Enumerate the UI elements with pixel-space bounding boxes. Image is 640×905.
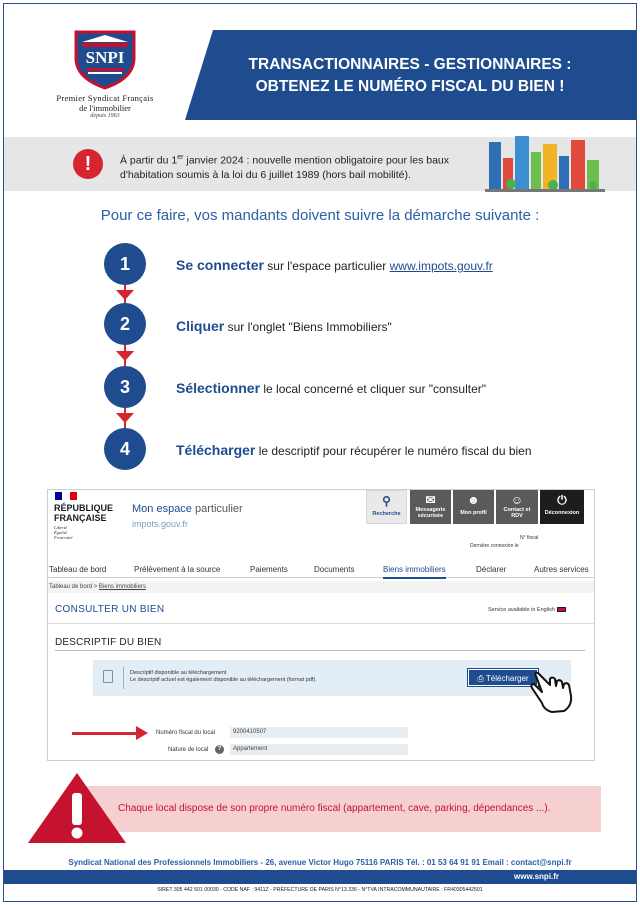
descriptif-heading: DESCRIPTIF DU BIEN [55,637,162,648]
alert-icon: ! [73,149,103,179]
step-4-text [176,442,532,458]
search-icon: ⚲ [382,494,391,508]
nav-autres-services[interactable]: Autres services [534,565,589,574]
pointer-arrow [72,732,138,735]
profile-label: Mon profil [460,510,487,516]
logo-line-1: Premier Syndicat Français [56,93,154,103]
city-buildings-icon [485,130,605,192]
espace-url: impots.gouv.fr [132,519,188,529]
motto-fraternite: Fraternité [54,535,73,540]
notice-text-sup: er [177,154,184,161]
rf-title-2: FRANÇAISE [54,513,107,523]
nav-paiements[interactable]: Paiements [250,565,288,574]
step-3-action: Sélectionner [176,380,261,396]
pointer-arrow-head [136,726,148,740]
divider [55,650,585,651]
shield-icon [70,28,140,90]
numero-fiscal-label: Numéro fiscal du local [156,730,216,736]
step-2-rest: sur l'onglet "Biens Immobiliers" [224,320,392,334]
notice-text-end: janvier 2024 : nouvelle mention obligatoire pour les baux d'habitation soumis à la loi du 6 juillet 1989 (hors bail mobilité). [120,154,450,181]
download-button[interactable] [468,669,538,686]
numero-fiscal-value: 9200410507 [230,727,408,738]
step-1-rest: sur l'espace particulier [263,259,390,273]
espace-title-1: Mon espace [132,503,195,515]
download-label: Télécharger [485,674,529,683]
download-icon: ⎙ [477,674,484,683]
notice-text-start: À partir du 1 [120,154,178,167]
french-flag-icon [55,492,77,500]
profile-button[interactable] [453,490,494,524]
rf-motto [54,525,73,540]
step-3-number: 3 [104,366,146,408]
logo-acronym: SNPI [85,48,125,67]
step-4-rest: le descriptif pour récupérer le numéro fiscal du bien [255,444,532,458]
step-3-rest: le local concerné et cliquer sur "consulter" [260,382,486,396]
uk-flag-icon [557,607,566,612]
step-2-number: 2 [104,303,146,345]
step-arrow-2 [116,351,134,361]
nfiscal-label: N° fiscal [520,535,539,541]
contact-button[interactable] [496,490,538,524]
notice-text [120,151,480,182]
contact-label-1: Contact et [503,507,531,513]
snpi-logo [40,28,170,119]
step-1-number: 1 [104,243,146,285]
subtitle: Pour ce faire, vos mandants doivent suivre la démarche suivante : [100,207,540,224]
nav-declarer[interactable]: Déclarer [476,565,507,574]
step-1-text [176,257,493,273]
divider [123,667,124,689]
main-nav [48,562,595,578]
divider [48,623,595,624]
impots-screenshot [47,489,595,761]
document-icon [103,670,113,683]
footer-url[interactable]: www.snpi.fr [514,872,560,881]
nature-local-value: Appartement [230,744,408,755]
step-2-text [176,318,392,334]
footer-siret: SIRET 305 442 501 00030 - CODE NAF : 9411Z - PRÉFECTURE DE PARIS N°13.336 - N°TVA INTRACOMMUNAUTAIRE : FR40305442501 [157,887,483,893]
nature-local-label: Nature de local [168,747,209,753]
messagerie-label-2: sécurisée [417,513,444,519]
espace-title [132,503,243,515]
step-arrow-3 [116,413,134,423]
user-icon: ☻ [467,493,480,507]
republique-francaise [54,503,113,523]
nav-documents[interactable]: Documents [314,565,355,574]
motto-liberte: Liberté [54,525,67,530]
motto-egalite: Égalité [54,530,67,535]
impots-link[interactable]: www.impots.gouv.fr [389,259,493,273]
nav-biens-immobiliers[interactable]: Biens immobiliers [383,565,446,579]
title-line-2: OBTENEZ LE NUMÉRO FISCAL DU BIEN ! [255,78,565,95]
consulter-heading: CONSULTER UN BIEN [55,604,165,615]
footer-address: Syndicat National des Professionnels Immobiliers - 26, avenue Victor Hugo 75116 PARIS Tél. : 01 53 64 91 91 Email : contact@snpi.fr [68,858,572,867]
search-label: Recherche [372,511,401,517]
messagerie-label-1: Messagerie [415,507,446,513]
logout-button[interactable] [540,490,584,524]
step-2-action: Cliquer [176,318,225,334]
help-icon[interactable]: ? [215,745,224,754]
step-1-action: Se connecter [176,257,264,273]
logo-line-2: de l'immobilier [79,103,131,113]
breadcrumb-separator: > [92,584,99,590]
warning-triangle-icon [26,771,128,845]
rf-title-1: RÉPUBLIQUE [54,503,114,513]
step-3-text [176,380,486,396]
step-4-number: 4 [104,428,146,470]
step-arrow-1 [116,290,134,300]
envelope-icon: ✉ [425,493,436,507]
search-button[interactable] [366,490,407,524]
power-icon: ⏻ [557,493,567,507]
messagerie-button[interactable] [410,490,451,524]
last-connection-label: Dernière connexion le [470,543,519,549]
english-service-link[interactable] [488,607,566,613]
english-service-label: Service available in English [488,607,555,613]
warning-text: Chaque local dispose de son propre numéro fiscal (appartement, cave, parking, dépendances ...). [118,803,551,814]
breadcrumb-biens[interactable]: Biens immobiliers [98,584,146,590]
breadcrumb-home[interactable]: Tableau de bord [49,584,93,590]
nav-tableau-de-bord[interactable]: Tableau de bord [49,565,107,574]
contact-label-2: RDV [511,513,523,519]
download-subtitle: Le descriptif actuel est également disponible au téléchargement (format pdf). [130,677,317,683]
logout-label: Déconnexion [544,510,580,516]
download-title: Descriptif disponible au téléchargement [130,670,227,676]
nav-prelevement[interactable]: Prélèvement à la source [134,565,221,574]
people-icon: ☺ [510,493,524,507]
breadcrumb [48,581,595,593]
step-4-action: Télécharger [176,442,256,458]
title-line-1: TRANSACTIONNAIRES - GESTIONNAIRES : [248,56,572,73]
page-title [205,54,615,98]
logo-line-3: depuis 1963 [90,113,120,119]
espace-title-2: particulier [194,503,243,515]
pointing-hand-icon [530,670,576,714]
